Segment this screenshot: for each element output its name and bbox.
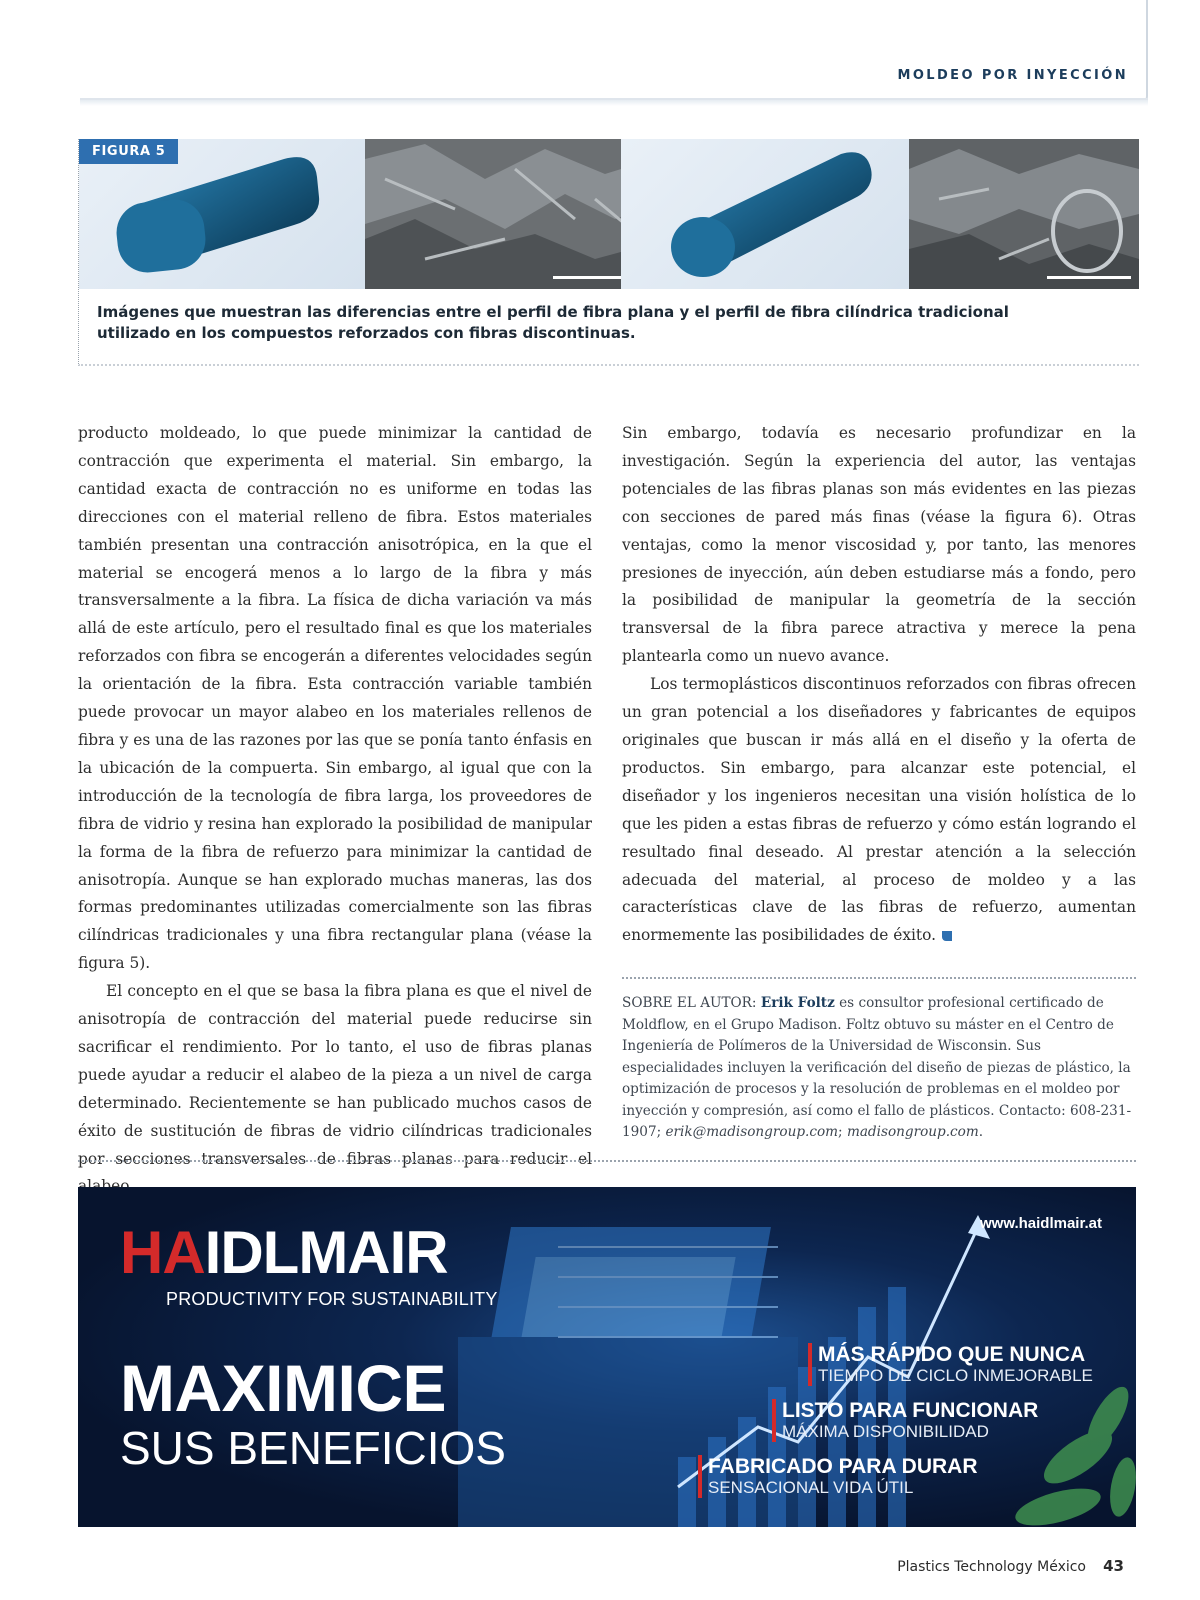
figure-5	[78, 139, 1139, 366]
benefit-title: MÁS RÁPIDO QUE NUNCA	[818, 1343, 1086, 1366]
publication-name: Plastics Technology México	[897, 1559, 1086, 1575]
paragraph: producto moldeado, lo que puede minimizar la cantidad de contracción que experimenta el material. Sin embargo, la cantidad exacta de contracción no es uniforme en todas las direcciones con el material relleno de fibra. Estos materiales también presentan una contracción anisotrópica, en la que el material se encogerá menos a lo largo de la fibra y más transversalmente a la fibra. La física de dicha variación va más allá de este artículo, pero el resultado final es que los materiales reforzados con fibra se encogerán a diferentes velocidades según la orientación de la fibra. Esta contracción variable también puede provocar un mayor alabeo en los materiales rellenos de fibra y es una de las razones por las que se ponía tanto énfasis en la ubicación de la compuerta. Sin embargo, al igual que con la introducción de la tecnología de fibra larga, los proveedores de fibra de vidrio y resina han explorado la posibilidad de manipular la forma de la fibra de refuerzo para minimizar la cantidad de anisotropía. Aunque se han explorado muchas maneras, las dos formas predominantes utilizadas comercialmente son las fibras cilíndricas tradicionales y una fibra rectangular plana (véase la figura 5).	[78, 424, 592, 973]
ad-subheadline: SUS BENEFICIOS	[120, 1422, 506, 1474]
author-phone: 608-231-1907;	[622, 1102, 1132, 1140]
body-column-right	[622, 420, 1136, 950]
benefit-subtitle: TIEMPO DE CICLO INMEJORABLE	[818, 1366, 1093, 1385]
author-email-link[interactable]: erik@madisongroup.com	[665, 1124, 839, 1140]
header-rule	[80, 98, 1148, 106]
author-box	[622, 977, 1136, 1144]
ad-benefit	[772, 1399, 1038, 1442]
ad-url-link[interactable]: www.haidlmair.at	[980, 1215, 1102, 1232]
paragraph-last	[622, 671, 1136, 950]
body-column-left	[78, 420, 592, 1201]
author-bio-text: es consultor profesional certificado de Moldflow, en el Grupo Madison. Foltz obtuvo su máster en el Centro de Ingeniería de Polímeros de la Universidad de Wisconsin. Sus especialidades incluyen la verificación del diseño de piezas de plástico, la optimización de procesos y la resolución de problemas en el moldeo por inyección y compresión, así como el fallo de plásticos. Contacto:	[622, 995, 1131, 1119]
paragraph-text: Los termoplásticos discontinuos reforzados con fibras ofrecen un gran potencial a los diseñadores y fabricantes de equipos originales que buscan ir más allá en el diseño y la oferta de productos. Sin embargo, para alcanzar este potencial, el diseñador y los ingenieros necesitan una visión holística de lo que les piden a estas fibras de refuerzo y cómo están logrando el resultado final deseado. Al prestar atención a la selección adecuada del material, al proceso de moldeo y a las características clave de las fibras de refuerzo, aumentan enormemente las posibilidades de éxito.	[622, 675, 1136, 945]
ad-slogan: PRODUCTIVITY FOR SUSTAINABILITY	[166, 1289, 498, 1309]
author-label: SOBRE EL AUTOR:	[622, 995, 757, 1011]
author-bio	[622, 993, 1136, 1144]
paragraph: El concepto en el que se basa la fibra plana es que el nivel de anisotropía de contracción del material puede reducirse sin sacrificar el rendimiento. Por lo tanto, el uso de fibras planas puede ayudar a reducir el alabeo de la pieza a un nivel de carga determinado. Recientemente se han publicado muchos casos de éxito de sustitución de fibras de vidrio cilíndricas tradicionales por secciones transversales de fibras planas para reducir el	[78, 982, 592, 1168]
section-divider	[78, 1160, 1136, 1162]
benefit-title: LISTO PARA FUNCIONAR	[782, 1399, 1039, 1422]
ad-benefit	[698, 1455, 978, 1498]
author-separator: ;	[838, 1124, 847, 1140]
section-label: MOLDEO POR INYECCIÓN	[897, 68, 1128, 83]
benefit-title: FABRICADO PARA DURAR	[708, 1455, 978, 1478]
logo-accent: HA	[120, 1219, 205, 1286]
figure-caption: Imágenes que muestran las diferencias entre el perfil de fibra plana y el perfil de fibra cilíndrica tradicional utilizado en los compuestos reforzados con fibras discontinuas.	[97, 303, 1009, 342]
benefit-subtitle: MÁXIMA DISPONIBILIDAD	[782, 1422, 989, 1441]
logo-rest: IDLMAIR	[204, 1219, 448, 1286]
figure-tag: FIGURA 5	[79, 139, 178, 164]
benefit-subtitle: SENSACIONAL VIDA ÚTIL	[708, 1478, 914, 1497]
page-number: 43	[1103, 1557, 1124, 1575]
micrograph-image-2	[909, 139, 1139, 289]
paragraph: Sin embargo, todavía es necesario profundizar en la investigación. Según la experiencia del autor, las ventajas potenciales de las fibras planas son más evidentes en las piezas con secciones de pared más finas (véase la figura 6). Otras ventajas, como la menor viscosidad y, por tanto, las menores presiones de inyección, aún deben estudiarse más a fondo, pero la posibilidad de manipular la geometría de la sección transversal de la fibra parece atractiva y merece la pena plantearla como un nuevo avance.	[622, 424, 1136, 666]
haidlmair-logo	[120, 1219, 448, 1286]
article-end-icon	[942, 931, 952, 941]
cylindrical-fiber-render	[621, 139, 909, 289]
header-frame	[1138, 0, 1148, 106]
cylindrical-fiber-micrograph	[909, 139, 1139, 289]
cylindrical-fiber-illustration	[621, 139, 909, 289]
ad-headline: MAXIMICE	[120, 1351, 446, 1425]
author-website-link[interactable]: madisongroup.com	[846, 1124, 979, 1140]
author-end: .	[978, 1124, 984, 1140]
haidlmair-advertisement[interactable]	[78, 1187, 1136, 1527]
ad-benefit	[808, 1343, 1093, 1386]
author-name: Erik Foltz	[760, 995, 835, 1011]
